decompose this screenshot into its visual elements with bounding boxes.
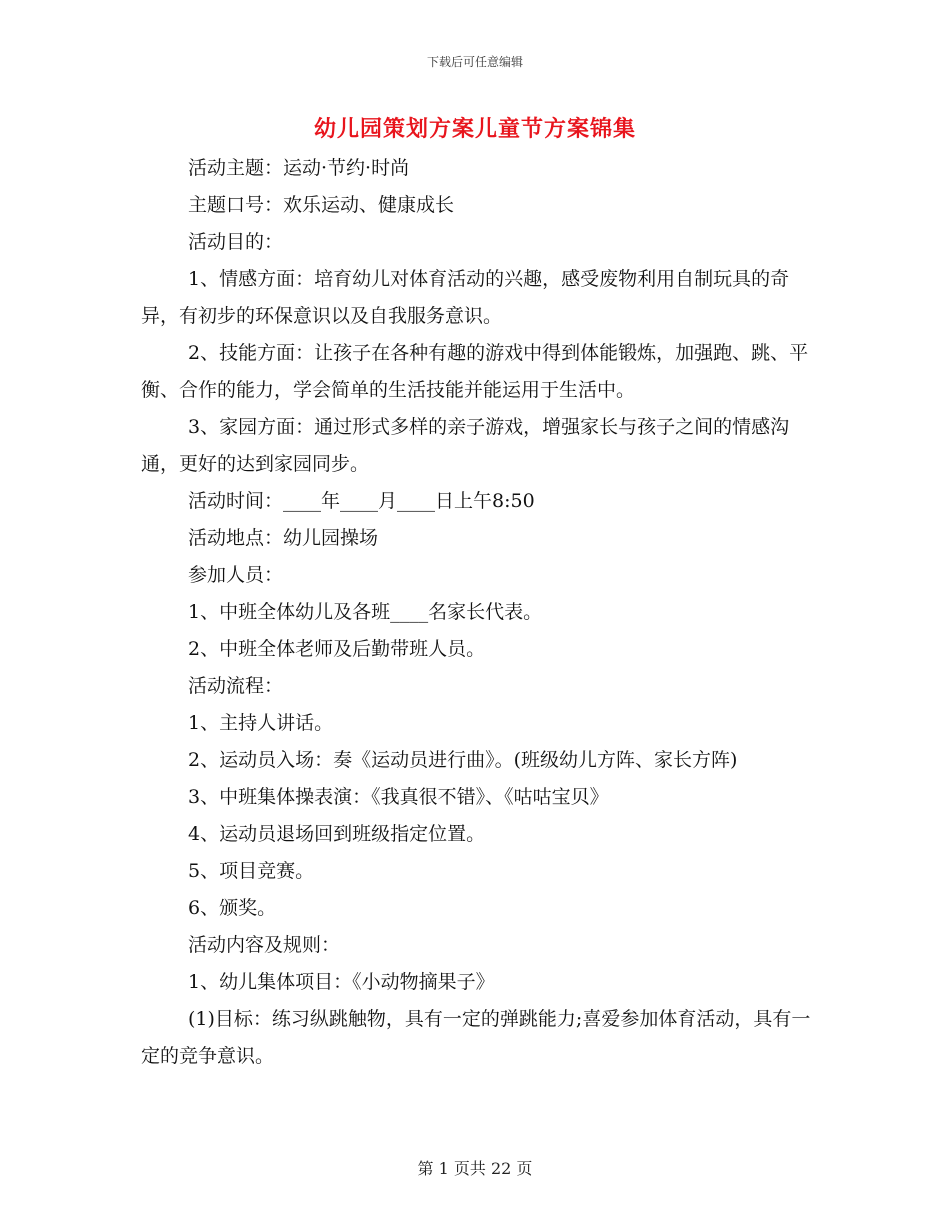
paragraph-time: 活动时间：____年____月____日上午8:50 [188, 490, 535, 512]
page-footer: 第 1 页共 22 页 [417, 1159, 533, 1178]
paragraph-participants-2: 2、中班全体老师及后勤带班人员。 [188, 638, 486, 660]
paragraph-location: 活动地点：幼儿园操场 [188, 527, 379, 549]
paragraph-theme: 活动主题：运动·节约·时尚 [188, 157, 410, 179]
paragraph-process-1: 1、主持人讲话。 [188, 712, 334, 734]
header-note: 下载后可任意编辑 [426, 55, 523, 69]
paragraph-process-2: 2、运动员入场：奏《运动员进行曲》。(班级幼儿方阵、家长方阵) [188, 749, 738, 771]
paragraph-goal-1: 1、情感方面：培育幼儿对体育活动的兴趣，感受废物利用自制玩具的奇异，有初步的环保意识以及自我服务意识。 [141, 268, 790, 327]
paragraph-participants-heading: 参加人员： [188, 564, 284, 586]
document-body [141, 150, 811, 1075]
paragraph-process-4: 4、运动员退场回到班级指定位置。 [188, 823, 486, 845]
paragraph-goals-heading: 活动目的： [188, 231, 284, 253]
paragraph-rules-heading: 活动内容及规则： [188, 934, 341, 956]
paragraph-process-6: 6、颁奖。 [188, 897, 277, 919]
paragraph-process-3: 3、中班集体操表演：《我真很不错》、《咕咕宝贝》 [188, 786, 609, 808]
paragraph-rules-1: 1、幼儿集体项目：《小动物摘果子》 [188, 971, 495, 993]
paragraph-process-heading: 活动流程： [188, 675, 284, 697]
paragraph-goal-2: 2、技能方面：让孩子在各种有趣的游戏中得到体能锻炼，加强跑、跳、平衡、合作的能力，学会简单的生活技能并能运用于生活中。 [141, 342, 809, 401]
document-title: 幼儿园策划方案儿童节方案锦集 [313, 116, 636, 142]
paragraph-process-5: 5、项目竞赛。 [188, 860, 315, 882]
paragraph-rules-1-goal: (1)目标：练习纵跳触物，具有一定的弹跳能力;喜爱参加体育活动，具有一定的竞争意识。 [141, 1008, 811, 1067]
paragraph-participants-1: 1、中班全体幼儿及各班____名家长代表。 [188, 601, 543, 623]
paragraph-slogan: 主题口号：欢乐运动、健康成长 [188, 194, 455, 216]
paragraph-goal-3: 3、家园方面：通过形式多样的亲子游戏，增强家长与孩子之间的情感沟通，更好的达到家园同步。 [141, 416, 790, 475]
